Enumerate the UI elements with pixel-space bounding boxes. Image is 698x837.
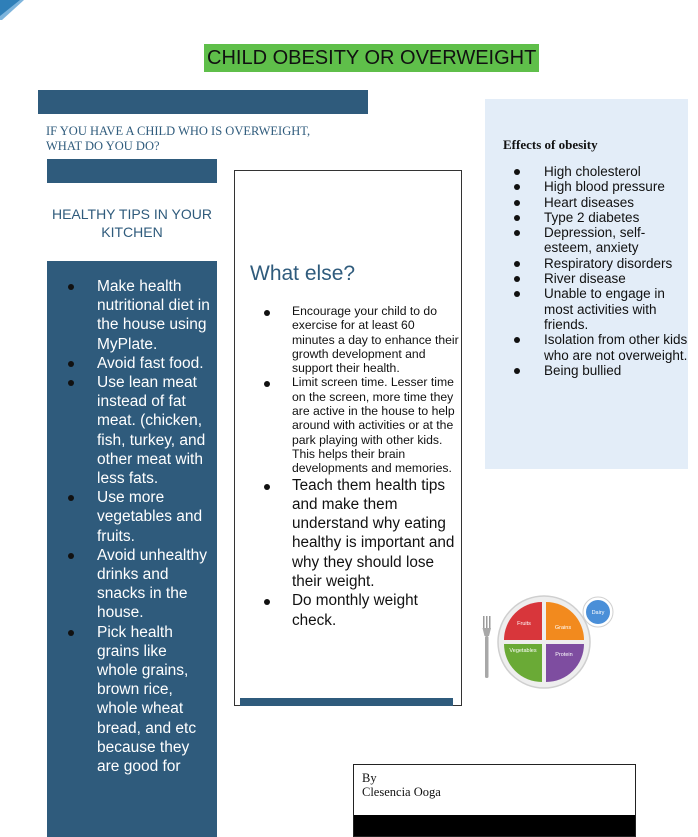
- bullet-icon: [68, 361, 74, 367]
- what-else-text: Encourage your child to do exercise for at least 60 minutes a day to enhance their growth development and support their health.: [292, 304, 459, 376]
- effect-text: Unable to engage in most activities with friends.: [544, 286, 665, 332]
- tip-item: [47, 373, 217, 488]
- bullet-icon: [514, 215, 520, 221]
- vegetables-label: Vegetables: [509, 648, 537, 654]
- bullet-icon: [514, 368, 520, 374]
- author-by: By: [362, 771, 377, 785]
- effect-text: Type 2 diabetes: [544, 209, 640, 225]
- tip-item: [47, 546, 217, 623]
- protein-label: Protein: [555, 652, 573, 658]
- what-else-text: Do monthly weight check.: [292, 592, 418, 629]
- what-else-item: [262, 591, 460, 630]
- bullet-icon: [514, 230, 520, 236]
- question-text: IF YOU HAVE A CHILD WHO IS OVERWEIGHT, WHAT DO YOU DO?: [46, 124, 311, 153]
- what-else-item: [262, 375, 460, 475]
- bullet-icon: [264, 599, 270, 605]
- what-else-title: What else?: [250, 262, 356, 285]
- bullet-icon: [264, 484, 270, 490]
- bullet-icon: [68, 553, 74, 559]
- effect-text: Being bullied: [544, 362, 622, 378]
- effect-item: [512, 179, 688, 194]
- effect-item: [512, 271, 688, 286]
- fork-icon: [483, 616, 492, 678]
- dairy-label: Dairy: [591, 610, 605, 616]
- effect-item: [512, 256, 688, 271]
- tip-text: Use more vegetables and fruits.: [97, 489, 203, 545]
- tip-item: [47, 277, 217, 354]
- fruits-label: Fruits: [517, 621, 531, 627]
- tips-panel: [47, 261, 217, 837]
- protein-segment: [546, 644, 584, 682]
- effect-item: [512, 286, 688, 332]
- myplate-graphic: [478, 594, 618, 690]
- what-else-list: [262, 304, 460, 630]
- effect-item: [512, 195, 688, 210]
- tip-text: Pick health grains like whole grains, brown rice, whole wheat bread, and etc because they are good for: [97, 623, 197, 776]
- bullet-icon: [514, 169, 520, 175]
- effect-text: High blood pressure: [544, 179, 665, 195]
- effect-text: Heart diseases: [544, 194, 635, 210]
- corner-logo: [0, 0, 24, 20]
- tips-list: [47, 261, 217, 776]
- author-name: Clesencia Ooga: [362, 785, 441, 799]
- tip-text: Avoid unhealthy drinks and snacks in the house.: [97, 546, 208, 622]
- tip-item: [47, 623, 217, 777]
- effect-text: Respiratory disorders: [544, 255, 673, 271]
- what-else-strip: [240, 698, 453, 706]
- bullet-icon: [68, 380, 74, 386]
- bullet-icon: [514, 291, 520, 297]
- what-else-text: Limit screen time. Lesser time on the screen, more time they are active in the house to help around with activities or at the park playing with other kids. This helps their brain developments and memories.: [292, 375, 455, 476]
- bullet-icon: [514, 337, 520, 343]
- bullet-icon: [68, 630, 74, 636]
- tip-item: [47, 354, 217, 373]
- bullet-icon: [68, 495, 74, 501]
- plate-icon: [498, 596, 590, 688]
- bullet-icon: [514, 184, 520, 190]
- tip-text: Use lean meat instead of fat meat. (chicken, fish, turkey, and other meat with less fats.: [97, 374, 206, 488]
- what-else-text: Teach them health tips and make them understand why eating healthy is important and why they should lose their weight.: [292, 476, 455, 591]
- effect-text: River disease: [544, 271, 626, 287]
- tips-header-bar: [47, 159, 217, 183]
- grains-segment: [546, 602, 584, 640]
- effects-list: [512, 164, 688, 378]
- tip-item: [47, 488, 217, 546]
- effect-text: Isolation from other kids who are not overweight.: [544, 332, 688, 363]
- tip-text: Avoid fast food.: [97, 354, 204, 372]
- effect-item: [512, 164, 688, 179]
- author-inner: [354, 765, 635, 815]
- effects-title: Effects of obesity: [503, 137, 598, 152]
- page-title: CHILD OBESITY OR OVERWEIGHT: [204, 44, 539, 72]
- bullet-icon: [264, 310, 270, 316]
- bullet-icon: [68, 284, 74, 290]
- effect-text: Depression, self-esteem, anxiety: [544, 225, 646, 256]
- effect-item: [512, 210, 688, 225]
- effect-item: [512, 332, 688, 363]
- tips-heading: HEALTHY TIPS IN YOUR KITCHEN: [51, 206, 212, 240]
- effect-text: High cholesterol: [544, 164, 641, 179]
- tip-text: Make health nutritional diet in the house using MyPlate.: [97, 278, 210, 353]
- grains-label: Grains: [554, 625, 572, 631]
- bullet-icon: [514, 200, 520, 206]
- what-else-item: [262, 476, 460, 592]
- author-box: [353, 764, 636, 837]
- top-banner: [38, 90, 368, 114]
- what-else-item: [262, 304, 460, 375]
- bullet-icon: [514, 276, 520, 282]
- effect-item: [512, 363, 688, 378]
- bullet-icon: [264, 381, 270, 387]
- effect-item: [512, 225, 688, 256]
- bullet-icon: [514, 261, 520, 267]
